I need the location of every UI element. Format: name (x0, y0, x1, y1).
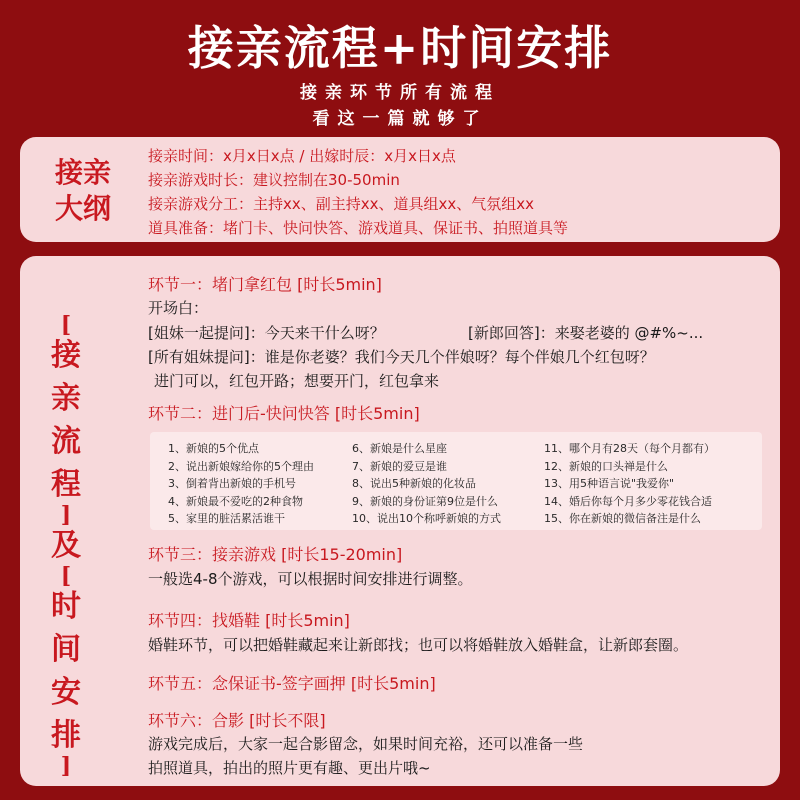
outline-panel (20, 137, 780, 242)
process-label-char: 排 (51, 718, 81, 753)
step1-qa1-answer: [新郎回答]：来娶老婆的 @#%~... (468, 324, 704, 342)
process-label-char: 接 (51, 338, 81, 373)
quiz-item: 5、家里的脏活累活谁干 (168, 512, 285, 525)
step1-qa2: [所有姐妹提问]：谁是你老婆？我们今天几个伴娘呀？每个伴娘几个红包呀？ (148, 348, 655, 366)
quiz-item: 12、新娘的口头禅是什么 (544, 459, 668, 473)
step3-heading: 环节三：接亲游戏 [时长15-20min] (148, 545, 403, 564)
step6-heading: 环节六：合影 [时长不限] (148, 711, 326, 730)
quiz-item: 11、哪个月有28天（每个月都有） (544, 442, 715, 455)
process-label-char: [ (60, 312, 72, 338)
outline-props: 道具准备：堵门卡、快问快答、游戏道具、保证书、拍照道具等 (148, 219, 569, 237)
quiz-item: 7、新娘的爱豆是谁 (352, 459, 447, 473)
process-label-char: 流 (51, 424, 81, 459)
quiz-item: 2、说出新娘嫁给你的5个理由 (168, 459, 314, 473)
process-label-char: 程 (51, 467, 81, 502)
subtitle-line-1: 接亲环节所有流程 (300, 83, 500, 103)
quiz-item: 9、新娘的身份证第9位是什么 (352, 494, 498, 508)
quiz-item: 6、新娘是什么星座 (352, 442, 447, 455)
quiz-item: 10、说出10个称呼新娘的方式 (352, 512, 501, 525)
outline-label-line-2: 大纲 (54, 192, 111, 225)
quiz-item: 14、婚后你每个月多少零花钱合适 (544, 494, 712, 508)
quiz-column-1 (168, 440, 314, 528)
process-panel (20, 256, 780, 786)
quiz-column-3 (544, 440, 715, 528)
step4-body: 婚鞋环节，可以把婚鞋藏起来让新郎找；也可以将婚鞋放入婚鞋盒，让新郎套圈。 (148, 636, 689, 654)
process-label-char: ] (60, 502, 72, 528)
quiz-question-box (150, 432, 762, 530)
step2-heading: 环节二：进门后-快问快答 [时长5min] (148, 404, 420, 423)
outline-label-line-1: 接亲 (54, 156, 111, 189)
quiz-item: 3、倒着背出新娘的手机号 (168, 477, 296, 490)
step6-body-1: 游戏完成后，大家一起合影留念，如果时间充裕，还可以准备一些 (148, 735, 584, 753)
outline-roles: 接亲游戏分工：主持xx、副主持xx、道具组xx、气氛组xx (148, 195, 535, 213)
step4-heading: 环节四：找婚鞋 [时长5min] (148, 611, 350, 630)
step1-opening: 开场白： (148, 299, 209, 317)
page-title: 接亲流程+时间安排 (187, 21, 613, 75)
process-label (40, 312, 92, 779)
quiz-item: 1、新娘的5个优点 (168, 442, 259, 455)
outline-label (48, 155, 118, 227)
step3-body: 一般选4-8个游戏，可以根据时间安排进行调整。 (148, 570, 473, 588)
quiz-item: 13、用5种语言说"我爱你" (544, 477, 675, 490)
process-label-char: [ (60, 563, 72, 589)
process-label-char: 及 (51, 528, 81, 563)
step1-heading: 环节一：堵门拿红包 [时长5min] (148, 275, 382, 294)
outline-time: 接亲时间：x月x日x点 / 出嫁时辰：x月x日x点 (148, 147, 456, 165)
process-label-char: 亲 (51, 381, 81, 416)
quiz-item: 8、说出5种新娘的化妆品 (352, 477, 476, 490)
process-label-char: 时 (51, 589, 81, 624)
process-label-text (40, 312, 92, 779)
quiz-item: 4、新娘最不爱吃的2种食物 (168, 494, 303, 508)
quiz-column-2 (352, 440, 501, 528)
subtitle-line-2: 看这一篇就够了 (312, 109, 488, 129)
process-label-char: 间 (51, 632, 81, 667)
quiz-item: 15、你在新娘的微信备注是什么 (544, 512, 701, 525)
step1-qa1: [姐妹一起提问]：今天来干什么呀？ (148, 324, 385, 342)
step1-qa3: 进门可以，红包开路；想要开门，红包拿来 (154, 372, 440, 390)
process-label-char: ] (60, 753, 72, 779)
outline-duration: 接亲游戏时长：建议控制在30-50min (148, 171, 400, 189)
step5-heading: 环节五：念保证书-签字画押 [时长5min] (148, 674, 436, 693)
step6-body-2: 拍照道具，拍出的照片更有趣、更出片哦~ (148, 759, 431, 777)
process-label-char: 安 (51, 675, 81, 710)
